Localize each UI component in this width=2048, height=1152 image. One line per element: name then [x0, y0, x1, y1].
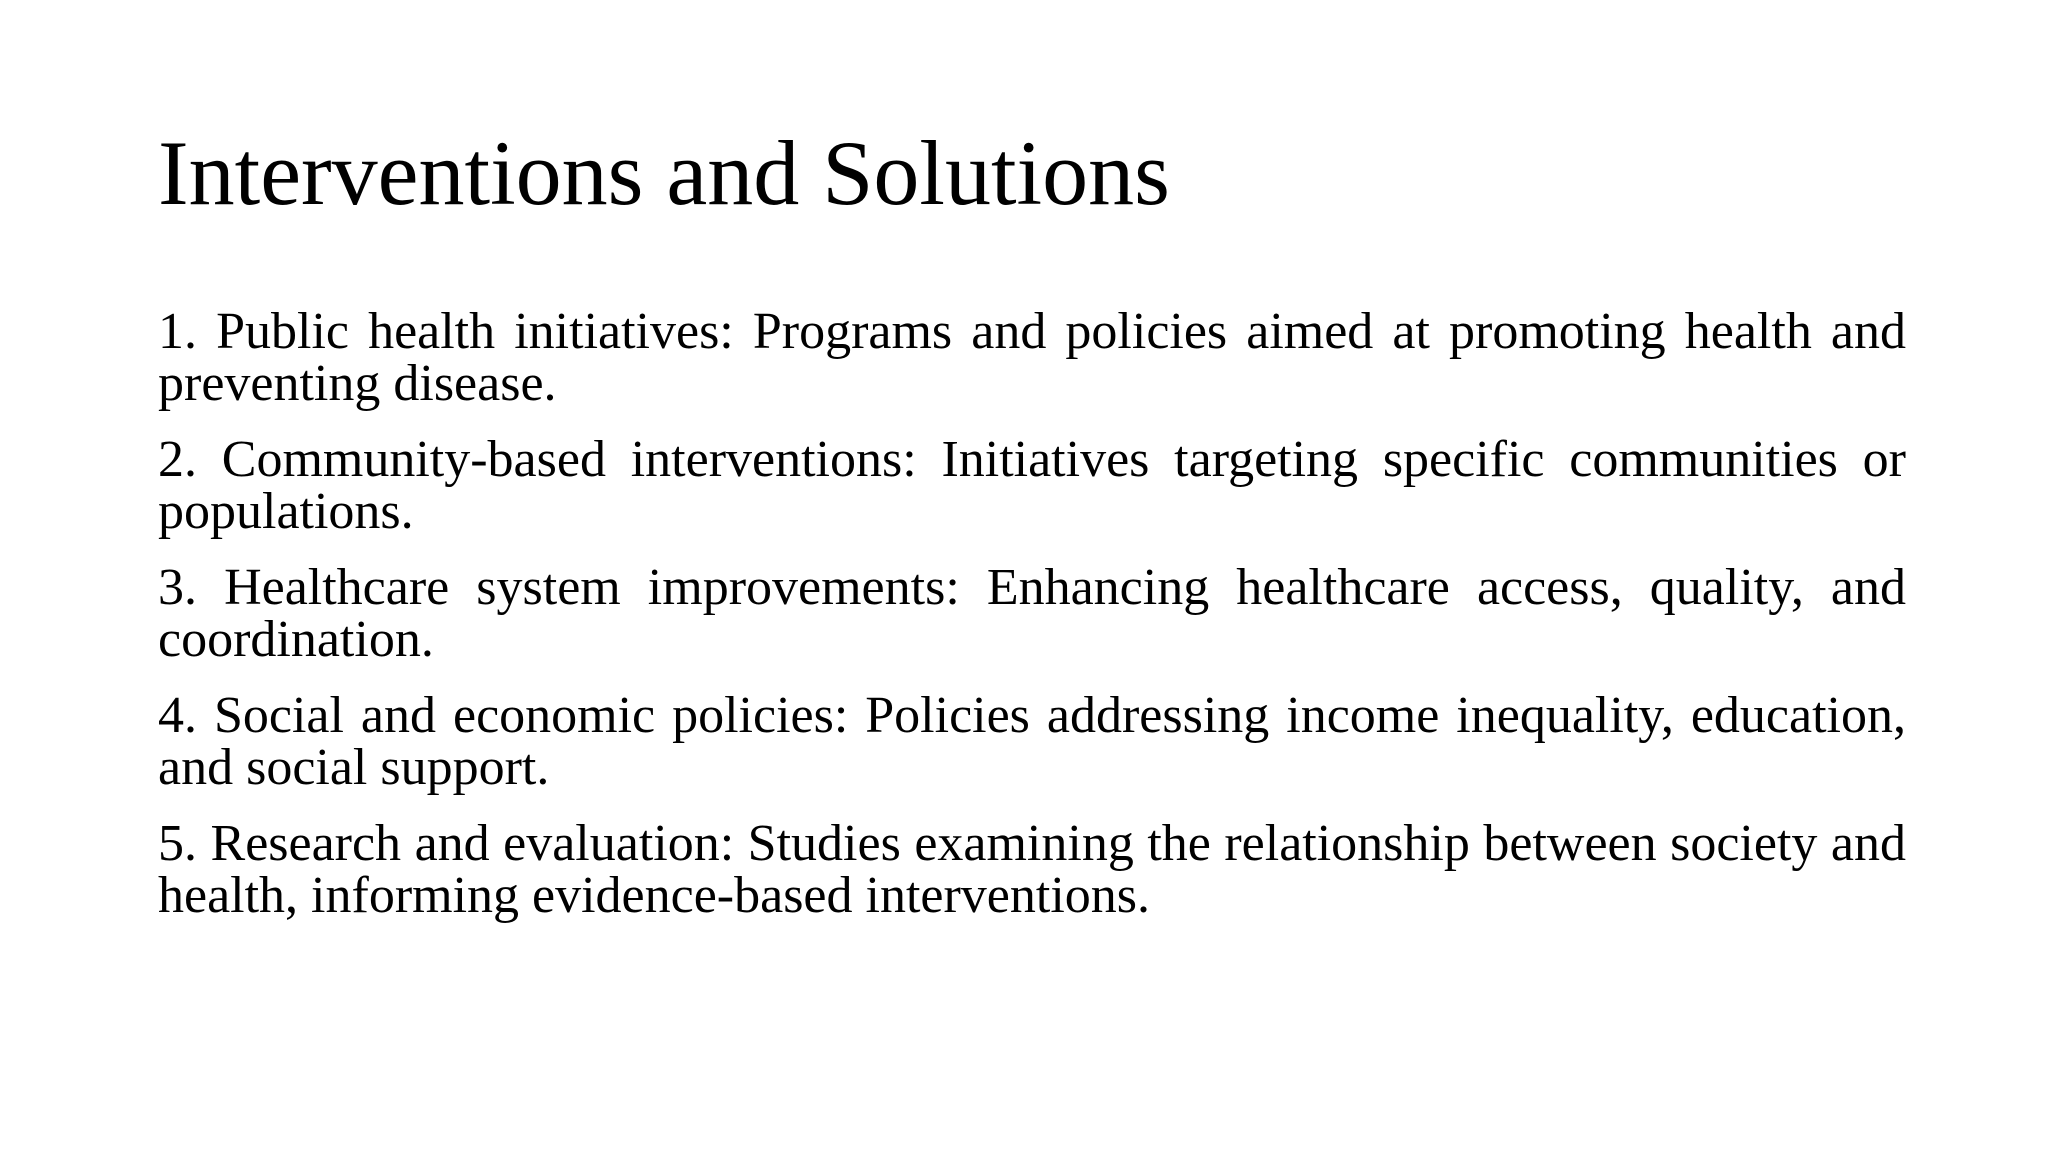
list-item: 4. Social and economic policies: Policies addressing income inequality, education, and social support.	[158, 687, 1906, 796]
slide-title: Interventions and Solutions	[158, 122, 1170, 224]
list-item: 1. Public health initiatives: Programs and policies aimed at promoting health and preventing disease.	[158, 303, 1906, 412]
list-item: 2. Community-based interventions: Initiatives targeting specific communities or populations.	[158, 431, 1906, 540]
list-item: 5. Research and evaluation: Studies examining the relationship between society and health, informing evidence-based interventions.	[158, 815, 1906, 924]
slide-body-list	[158, 303, 1906, 946]
list-item: 3. Healthcare system improvements: Enhancing healthcare access, quality, and coordination.	[158, 559, 1906, 668]
